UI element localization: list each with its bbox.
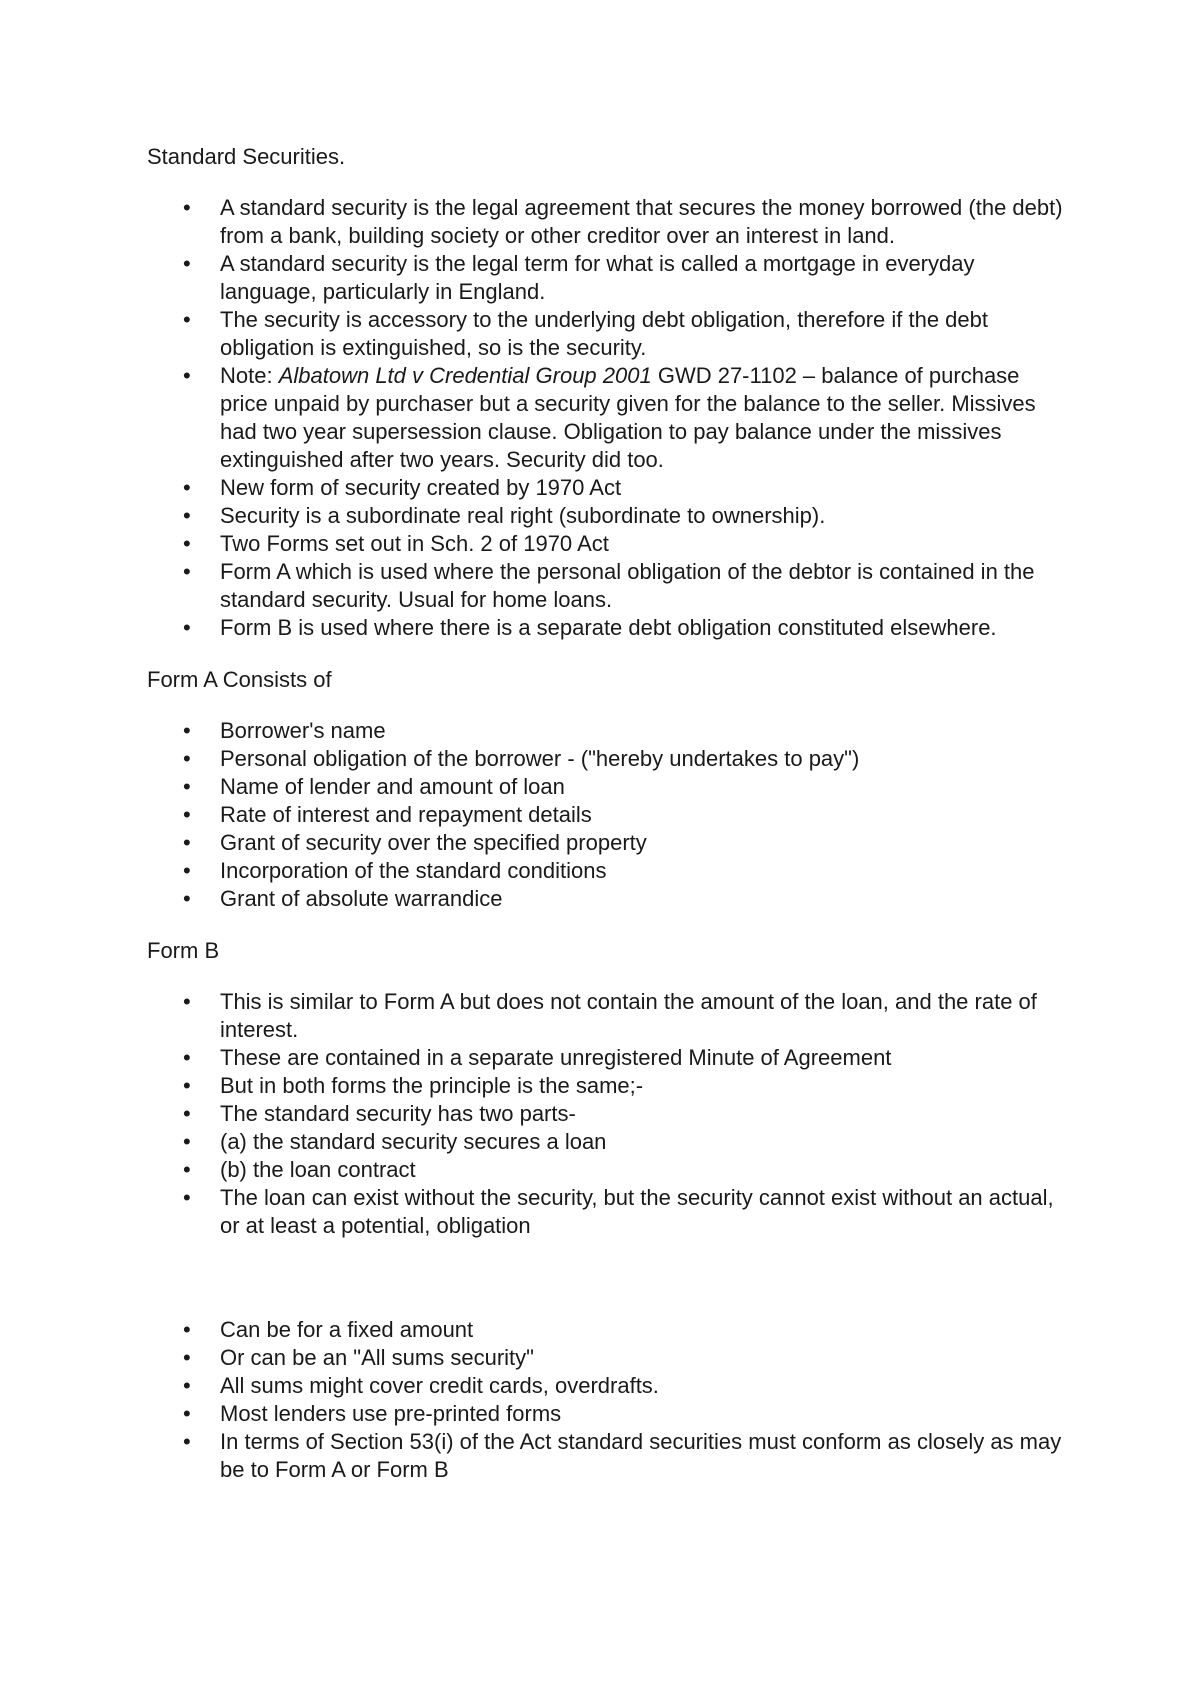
list-item (147, 1428, 1067, 1484)
bullet-glyph: • (183, 1073, 191, 1098)
list-item (147, 614, 1067, 642)
bullet-glyph: • (183, 531, 191, 556)
case-note-prefix: Note: (220, 363, 279, 388)
list-item-text: New form of security created by 1970 Act (220, 475, 622, 500)
bullet-glyph: • (183, 251, 191, 276)
bullet-glyph: • (183, 559, 191, 584)
list-item-text: A standard security is the legal agreement that secures the money borrowed (the debt) from a bank, building society or other creditor over an interest in land. (220, 195, 1063, 248)
list-item (147, 801, 1067, 829)
list-item (147, 1344, 1067, 1372)
list-item-text: Or can be an "All sums security" (220, 1345, 534, 1370)
form-a-list (147, 717, 1067, 913)
list-item-text: Two Forms set out in Sch. 2 of 1970 Act (220, 531, 609, 556)
list-item (147, 829, 1067, 857)
list-item-text: Incorporation of the standard conditions (220, 858, 607, 883)
bullet-glyph: • (183, 1101, 191, 1126)
list-item-text: Form A which is used where the personal obligation of the debtor is contained in the standard security. Usual for home loans. (220, 559, 1035, 612)
list-item-text: Name of lender and amount of loan (220, 774, 565, 799)
section-heading-form-b: Form B (147, 938, 220, 963)
list-item-case-note (147, 362, 1067, 474)
bullet-glyph: • (183, 615, 191, 640)
list-item (147, 558, 1067, 614)
list-item-text: (a) the standard security secures a loan (220, 1129, 607, 1154)
bullet-glyph: • (183, 363, 191, 388)
bullet-glyph: • (183, 475, 191, 500)
list-item (147, 1044, 1067, 1072)
form-b-list (147, 988, 1067, 1240)
list-item-text: Can be for a fixed amount (220, 1317, 474, 1342)
bullet-glyph: • (183, 989, 191, 1014)
list-item-text: This is similar to Form A but does not contain the amount of the loan, and the rate of interest. (220, 989, 1037, 1042)
list-item-text: Most lenders use pre-printed forms (220, 1401, 562, 1426)
list-item-text: Grant of absolute warrandice (220, 886, 503, 911)
section-heading-standard-securities: Standard Securities. (147, 144, 346, 169)
section-heading-form-a: Form A Consists of (147, 667, 332, 692)
bullet-glyph: • (183, 802, 191, 827)
list-item-text: Form B is used where there is a separate debt obligation constituted elsewhere. (220, 615, 997, 640)
bullet-glyph: • (183, 858, 191, 883)
list-item (147, 530, 1067, 558)
list-item (147, 1072, 1067, 1100)
list-item (147, 306, 1067, 362)
list-item (147, 773, 1067, 801)
list-item-text: (b) the loan contract (220, 1157, 416, 1182)
bullet-glyph: • (183, 307, 191, 332)
list-item-text: Borrower's name (220, 718, 386, 743)
bullet-glyph: • (183, 746, 191, 771)
bullet-glyph: • (183, 718, 191, 743)
list-item (147, 1400, 1067, 1428)
list-item-text: The standard security has two parts- (220, 1101, 576, 1126)
case-name: Albatown Ltd v Credential Group 2001 (278, 363, 652, 388)
list-item-text: But in both forms the principle is the same;- (220, 1073, 644, 1098)
bullet-glyph: • (183, 1185, 191, 1210)
bullet-glyph: • (183, 1429, 191, 1454)
list-item (147, 1100, 1067, 1128)
section-spacer (147, 913, 1067, 937)
list-item-text: All sums might cover credit cards, overdrafts. (220, 1373, 659, 1398)
list-item-text: Security is a subordinate real right (subordinate to ownership). (220, 503, 826, 528)
list-item-text: The security is accessory to the underlying debt obligation, therefore if the debt obligation is extinguished, so is the security. (220, 307, 988, 360)
additional-notes-list (147, 1316, 1067, 1484)
standard-securities-list (147, 194, 1067, 642)
list-item (147, 1156, 1067, 1184)
section-spacer (147, 642, 1067, 666)
list-item-text: Rate of interest and repayment details (220, 802, 592, 827)
bullet-glyph: • (183, 1401, 191, 1426)
bullet-glyph: • (183, 830, 191, 855)
bullet-glyph: • (183, 1129, 191, 1154)
bullet-glyph: • (183, 1373, 191, 1398)
list-item (147, 745, 1067, 773)
list-item (147, 1316, 1067, 1344)
bullet-glyph: • (183, 195, 191, 220)
list-item (147, 1372, 1067, 1400)
list-item-text: The loan can exist without the security, but the security cannot exist without an actual, or at least a potential, obligation (220, 1185, 1054, 1238)
list-item (147, 988, 1067, 1044)
list-item-text: Personal obligation of the borrower - ("hereby undertakes to pay") (220, 746, 860, 771)
list-item (147, 857, 1067, 885)
bullet-glyph: • (183, 1317, 191, 1342)
list-item (147, 194, 1067, 250)
list-item (147, 250, 1067, 306)
bullet-glyph: • (183, 1345, 191, 1370)
section-spacer (147, 1240, 1067, 1316)
bullet-glyph: • (183, 1157, 191, 1182)
bullet-glyph: • (183, 886, 191, 911)
list-item (147, 717, 1067, 745)
list-item (147, 1128, 1067, 1156)
list-item-text: A standard security is the legal term for what is called a mortgage in everyday language, particularly in England. (220, 251, 975, 304)
document-body (147, 143, 1067, 1484)
list-item-text: These are contained in a separate unregistered Minute of Agreement (220, 1045, 892, 1070)
list-item (147, 1184, 1067, 1240)
list-item (147, 474, 1067, 502)
list-item (147, 502, 1067, 530)
list-item-text: Grant of security over the specified property (220, 830, 647, 855)
list-item-text: In terms of Section 53(i) of the Act standard securities must conform as closely as may be to Form A or Form B (220, 1429, 1062, 1482)
list-item (147, 885, 1067, 913)
bullet-glyph: • (183, 774, 191, 799)
bullet-glyph: • (183, 503, 191, 528)
case-note-text: GWD 27-1102 – balance of purchase price unpaid by purchaser but a security given for the balance to the seller. Missives had two year supersession clause. Obligation to pay balance under the missives extinguished after two years. Security did too. (220, 363, 1036, 472)
bullet-glyph: • (183, 1045, 191, 1070)
